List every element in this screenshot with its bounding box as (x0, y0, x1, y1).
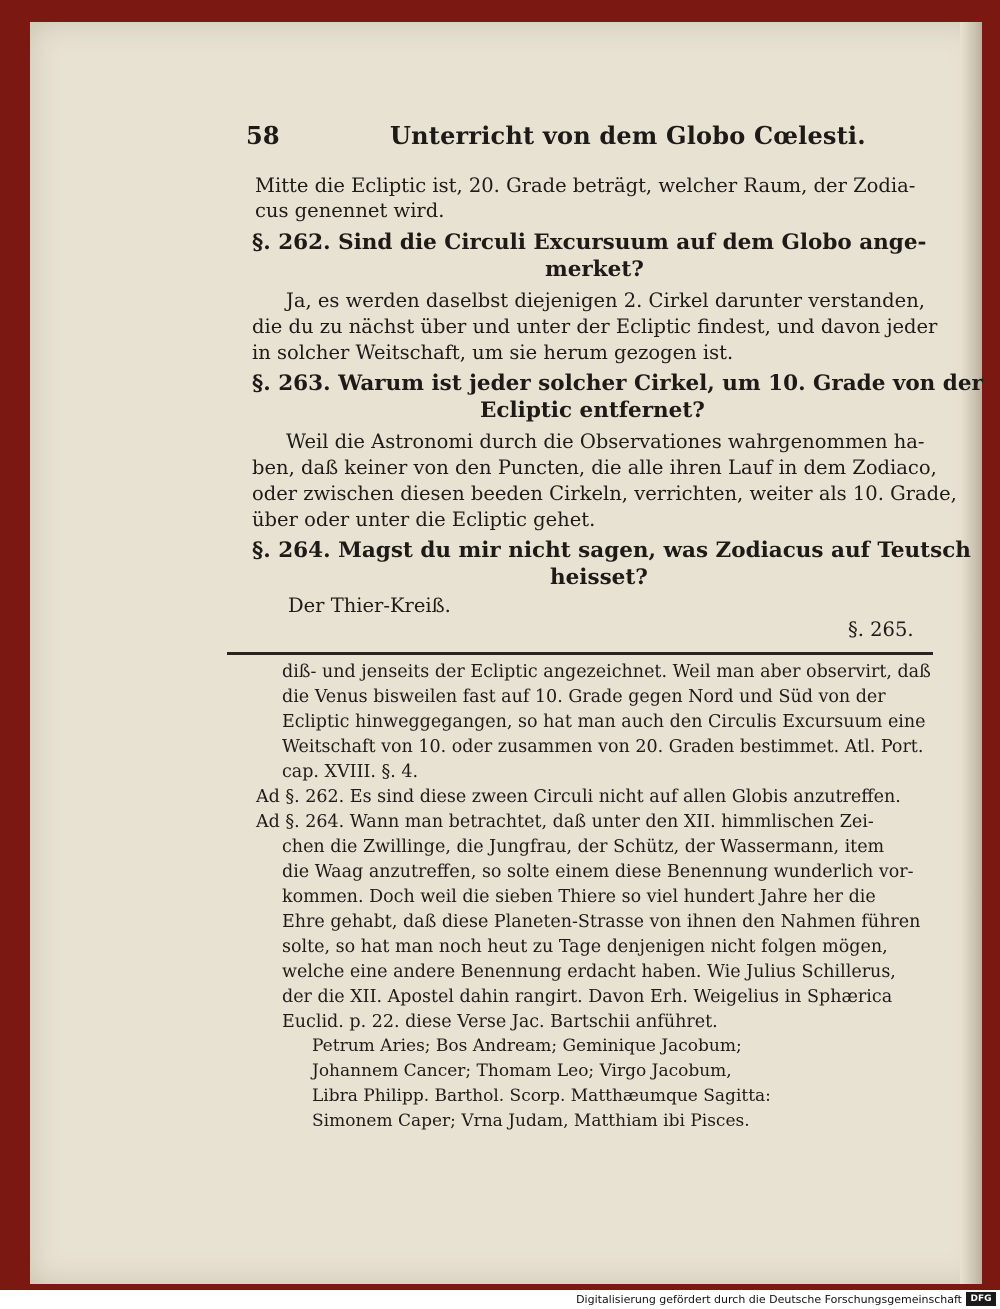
answer-line: die du zu nächst über und unter der Ecliptic findest, und davon jeder (252, 315, 938, 338)
question-heading: merket? (545, 257, 644, 282)
catchword: §. 265. (848, 618, 914, 641)
funding-credit: Digitalisierung gefördert durch die Deutsche Forschungsgemeinschaft (576, 1293, 962, 1306)
verse-line: Johannem Cancer; Thomam Leo; Virgo Jacobum, (312, 1061, 732, 1081)
answer-line: Weil die Astronomi durch die Observationes wahrgenommen ha- (286, 430, 925, 453)
question-heading: Ecliptic entfernet? (480, 398, 705, 423)
answer-line: oder zwischen diesen beeden Cirkeln, verrichten, weiter als 10. Grade, (252, 482, 957, 505)
note-line: Weitschaft von 10. oder zusammen von 20. Graden bestimmet. Atl. Port. (282, 737, 924, 757)
question-heading: §. 263. Warum ist jeder solcher Cirkel, um 10. Grade von der (252, 371, 983, 396)
footer-bar (0, 1290, 1000, 1309)
note-line: die Waag anzutreffen, so solte einem diese Benennung wunderlich vor- (282, 862, 914, 882)
running-head: Unterricht von dem Globo Cœlesti. (390, 121, 866, 150)
dfg-logo: DFG (966, 1292, 996, 1306)
question-heading: heisset? (550, 565, 648, 590)
question-heading: §. 262. Sind die Circuli Excursuum auf dem Globo ange- (252, 230, 927, 255)
note-line: Ad §. 264. Wann man betrachtet, daß unter den XII. himmlischen Zei- (256, 812, 874, 832)
footnote-separator (227, 652, 933, 655)
verse-line: Libra Philipp. Barthol. Scorp. Matthæumque Sagitta: (312, 1086, 771, 1106)
note-line: diß- und jenseits der Ecliptic angezeichnet. Weil man aber observirt, daß (282, 662, 931, 682)
note-line: solte, so hat man noch heut zu Tage denjenigen nicht folgen mögen, (282, 937, 888, 957)
question-heading: §. 264. Magst du mir nicht sagen, was Zodiacus auf Teutsch (252, 538, 971, 563)
note-line: chen die Zwillinge, die Jungfrau, der Schütz, der Wassermann, item (282, 837, 885, 857)
note-line: welche eine andere Benennung erdacht haben. Wie Julius Schillerus, (282, 962, 896, 982)
answer-line: ben, daß keiner von den Puncten, die alle ihren Lauf in dem Zodiaco, (252, 456, 937, 479)
note-line: Ecliptic hinweggegangen, so hat man auch den Circulis Excursuum eine (282, 712, 926, 732)
note-line: Euclid. p. 22. diese Verse Jac. Bartschii anführet. (282, 1012, 718, 1032)
note-line: kommen. Doch weil die sieben Thiere so viel hundert Jahre her die (282, 887, 876, 907)
text-line: cus genennet wird. (255, 199, 445, 222)
note-line: Ehre gehabt, daß diese Planeten-Strasse von ihnen den Nahmen führen (282, 912, 921, 932)
verse-line: Simonem Caper; Vrna Judam, Matthiam ibi Pisces. (312, 1111, 750, 1131)
note-line: die Venus bisweilen fast auf 10. Grade gegen Nord und Süd von der (282, 687, 886, 707)
text-line: Mitte die Ecliptic ist, 20. Grade beträgt, welcher Raum, der Zodia- (255, 174, 916, 197)
answer-line: in solcher Weitschaft, um sie herum gezogen ist. (252, 341, 734, 364)
answer-line: über oder unter die Ecliptic gehet. (252, 508, 596, 531)
note-line: der die XII. Apostel dahin rangirt. Davon Erh. Weigelius in Sphærica (282, 987, 893, 1007)
page-number: 58 (246, 121, 280, 150)
answer-line: Der Thier-Kreiß. (288, 594, 451, 617)
note-line: cap. XVIII. §. 4. (282, 762, 419, 782)
page-spine-shadow (960, 22, 982, 1284)
note-line: Ad §. 262. Es sind diese zween Circuli nicht auf allen Globis anzutreffen. (256, 787, 901, 807)
verse-line: Petrum Aries; Bos Andream; Geminique Jacobum; (312, 1036, 742, 1056)
answer-line: Ja, es werden daselbst diejenigen 2. Cirkel darunter verstanden, (286, 289, 925, 312)
